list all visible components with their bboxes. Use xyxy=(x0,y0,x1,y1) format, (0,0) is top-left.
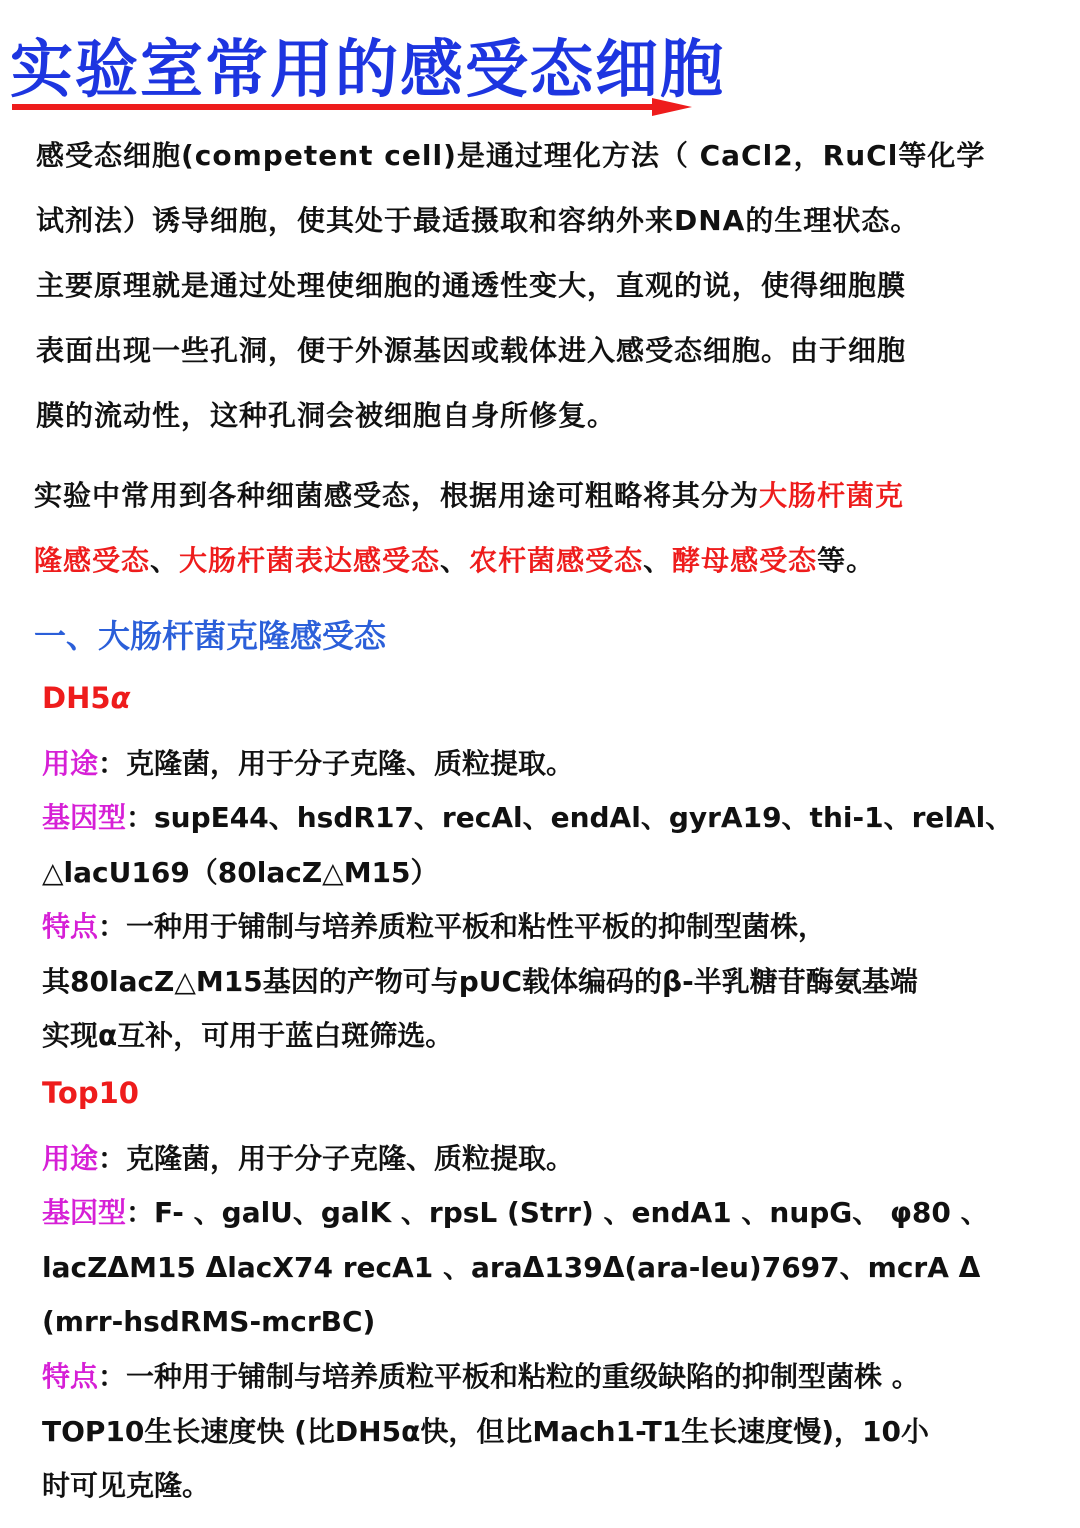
intro-line: 试剂法）诱导细胞，使其处于最适摄取和容纳外来DNA的生理状态。 xyxy=(36,204,920,237)
section-heading: 一、大肠杆菌克隆感受态 xyxy=(34,617,387,655)
feature-label: 特点 xyxy=(42,910,99,943)
dh5a-genotype xyxy=(42,791,1067,900)
genotype-text: (mrr-hsdRMS-mcrBC) xyxy=(42,1305,376,1338)
use-text: ：克隆菌，用于分子克隆、质粒提取。 xyxy=(98,747,575,780)
genotype-text: lacZΔM15 ΔlacX74 recA1 、araΔ139Δ(ara-leu)7697、mcrA Δ xyxy=(42,1250,981,1284)
use-label: 用途 xyxy=(42,1142,99,1175)
top10-genotype xyxy=(42,1186,1067,1350)
feature-text: 实现α互补，可用于蓝白斑筛选。 xyxy=(42,1019,454,1052)
classification-line xyxy=(34,528,1054,593)
intro-line: 膜的流动性，这种孔洞会被细胞自身所修复。 xyxy=(36,399,617,432)
title-underline-arrow-icon xyxy=(12,98,692,116)
use-label: 用途 xyxy=(42,747,99,780)
feature-label: 特点 xyxy=(42,1360,99,1393)
intro-line: 感受态细胞(competent cell)是通过理化方法（ CaCl2，RuCl等化学 xyxy=(36,139,986,172)
feature-text: 时可见克隆。 xyxy=(42,1469,211,1502)
feature-text: 其80lacZ△M15基因的产物可与pUC载体编码的β-半乳糖苷酶氨基端 xyxy=(42,964,918,998)
category-ecoli-expression: 大肠杆菌表达感受态 xyxy=(179,544,441,577)
separator: 、 xyxy=(440,544,470,577)
strain-name-dh5a xyxy=(42,670,130,726)
genotype-text: △lacU169（80lacZ△M15） xyxy=(42,855,439,889)
dh5a-features xyxy=(42,900,1067,1064)
feature-text: ：一种用于铺制与培养质粒平板和粘性平板的抑制型菌株， xyxy=(98,910,827,943)
category-ecoli-cloning: 隆感受态 xyxy=(34,544,151,577)
strain-name-top10: Top10 xyxy=(42,1076,139,1110)
feature-text: ：一种用于铺制与培养质粒平板和粘粒的重级缺陷的抑制型菌株 。 xyxy=(98,1360,920,1393)
strain-name-greek: α xyxy=(110,681,131,715)
classification-line xyxy=(34,463,1054,528)
category-yeast: 酵母感受态 xyxy=(672,544,818,577)
genotype-text: ：F- 、galU、galK 、rpsL (Strr) 、endA1 、nupG、 φ80 、 xyxy=(126,1196,989,1229)
separator: 、 xyxy=(643,544,673,577)
classification-suffix: 等。 xyxy=(817,544,876,577)
feature-text: TOP10生长速度快 (比DH5α快，但比Mach1-T1生长速度慢)，10小 xyxy=(42,1414,929,1448)
classification-paragraph xyxy=(34,463,1054,593)
dh5a-use xyxy=(42,737,1067,792)
top10-features xyxy=(42,1350,1067,1514)
genotype-label: 基因型 xyxy=(42,801,127,834)
use-text: ：克隆菌，用于分子克隆、质粒提取。 xyxy=(98,1142,575,1175)
top10-use xyxy=(42,1132,1067,1187)
strain-name-text: DH5 xyxy=(42,681,111,715)
intro-line: 表面出现一些孔洞，便于外源基因或载体进入感受态细胞。由于细胞 xyxy=(36,334,907,367)
genotype-label: 基因型 xyxy=(42,1196,127,1229)
separator: 、 xyxy=(150,544,180,577)
page-title: 实验室常用的感受态细胞 xyxy=(10,33,725,106)
intro-line: 主要原理就是通过处理使细胞的通透性变大，直观的说，使得细胞膜 xyxy=(36,269,907,302)
category-agrobacterium: 农杆菌感受态 xyxy=(469,544,644,577)
category-ecoli-cloning: 大肠杆菌克 xyxy=(759,479,905,512)
genotype-text: ：supE44、hsdR17、recAl、endAl、gyrA19、thi-1、relAl、 xyxy=(126,801,1014,834)
intro-paragraph xyxy=(36,123,1056,448)
classification-prefix: 实验中常用到各种细菌感受态，根据用途可粗略将其分为 xyxy=(34,479,760,512)
